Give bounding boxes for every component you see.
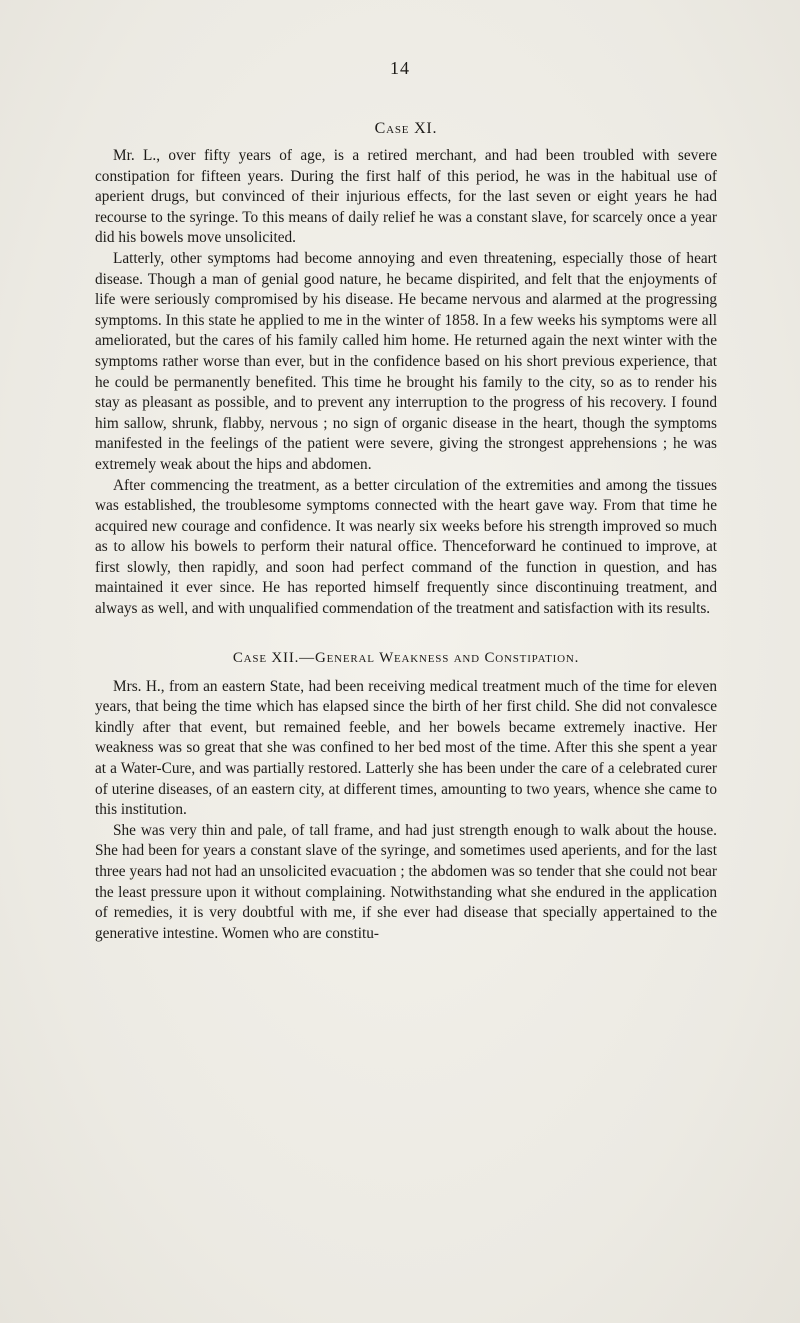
case-xii-paragraph-1: Mrs. H., from an eastern State, had been receiving medical treatment much of the time for eleven years, that being the time which has elapsed since the birth of her first child. She did not convalesce kindly after that event, but remained feeble, and her bowels became extremely inactive. Her weakness was so great that she was confined to her bed most of the time. After this she spent a year at a Water-Cure, and was partially restored. Latterly she has been under the care of a celebrated curer of uterine diseases, of an eastern city, at different times, amounting to two years, whence she came to this institution. — [95, 677, 717, 819]
case-xii-heading: Case XII.—General Weakness and Constipation. — [232, 649, 580, 666]
case-xii-paragraph-2: She was very thin and pale, of tall frame, and had just strength enough to walk about the house. She had been for years a constant slave of the syringe, and sometimes used aperients, and for the last three years had not had an unsolicited evacuation ; the abdomen was so tender that she could not bear the least pressure upon it without complaining. Notwithstanding what she endured in the application of remedies, it is very doubtful with me, if she ever had disease that specially appertained to the generative intestine. Women who are constitu- — [95, 821, 717, 942]
page-number: 14 — [390, 58, 410, 78]
case-xi-paragraph-2: Latterly, other symptoms had become annoying and even threatening, especially those of heart disease. Though a man of genial good nature, he became dispirited, and felt that the enjoyments of life were seriously compromised by his disease. He became nervous and alarmed at the progressing symptoms. In this state he applied to me in the winter of 1858. In a few weeks his symptoms were all ameliorated, but the cares of his family called him home. He returned again the next winter with the symptoms rather worse than ever, but in the confidence based on his short previous experience, that he could be permanently benefited. This time he brought his family to the city, so as to render his stay as pleasant as possible, and to prevent any interruption to the progress of his recovery. I found him sallow, shrunk, flabby, nervous ; no sign of organic disease in the heart, though the symptoms manifested in the feelings of the patient were severe, giving the strongest apprehensions ; he was extremely weak about the hips and abdomen. — [95, 249, 717, 473]
case-xi-paragraph-3: After commencing the treatment, as a better circulation of the extremities and among the tissues was established, the troublesome symptoms connected with the heart gave way. From that time he acquired new courage and confidence. It was nearly six weeks before his strength improved so much as to allow his bowels to perform their natural office. Thenceforward he continued to improve, at first slowly, then rapidly, and soon had perfect command of the function in question, and has maintained it ever since. He has reported himself frequently since discontinuing treatment, and always as well, and with unqualified commendation of the treatment and satisfaction with its results. — [95, 476, 717, 618]
case-xi-paragraph-1: Mr. L., over fifty years of age, is a retired merchant, and had been troubled with severe constipation for fifteen years. During the first half of this period, he was in the habitual use of aperient drugs, but convinced of their injurious effects, for the last seven or eight years he had recourse to the syringe. To this means of daily relief he was a constant slave, for scarcely once a year did his bowels move unsolicited. — [95, 147, 717, 247]
page-body — [95, 120, 717, 944]
case-xi-heading: Case XI. — [374, 120, 438, 137]
